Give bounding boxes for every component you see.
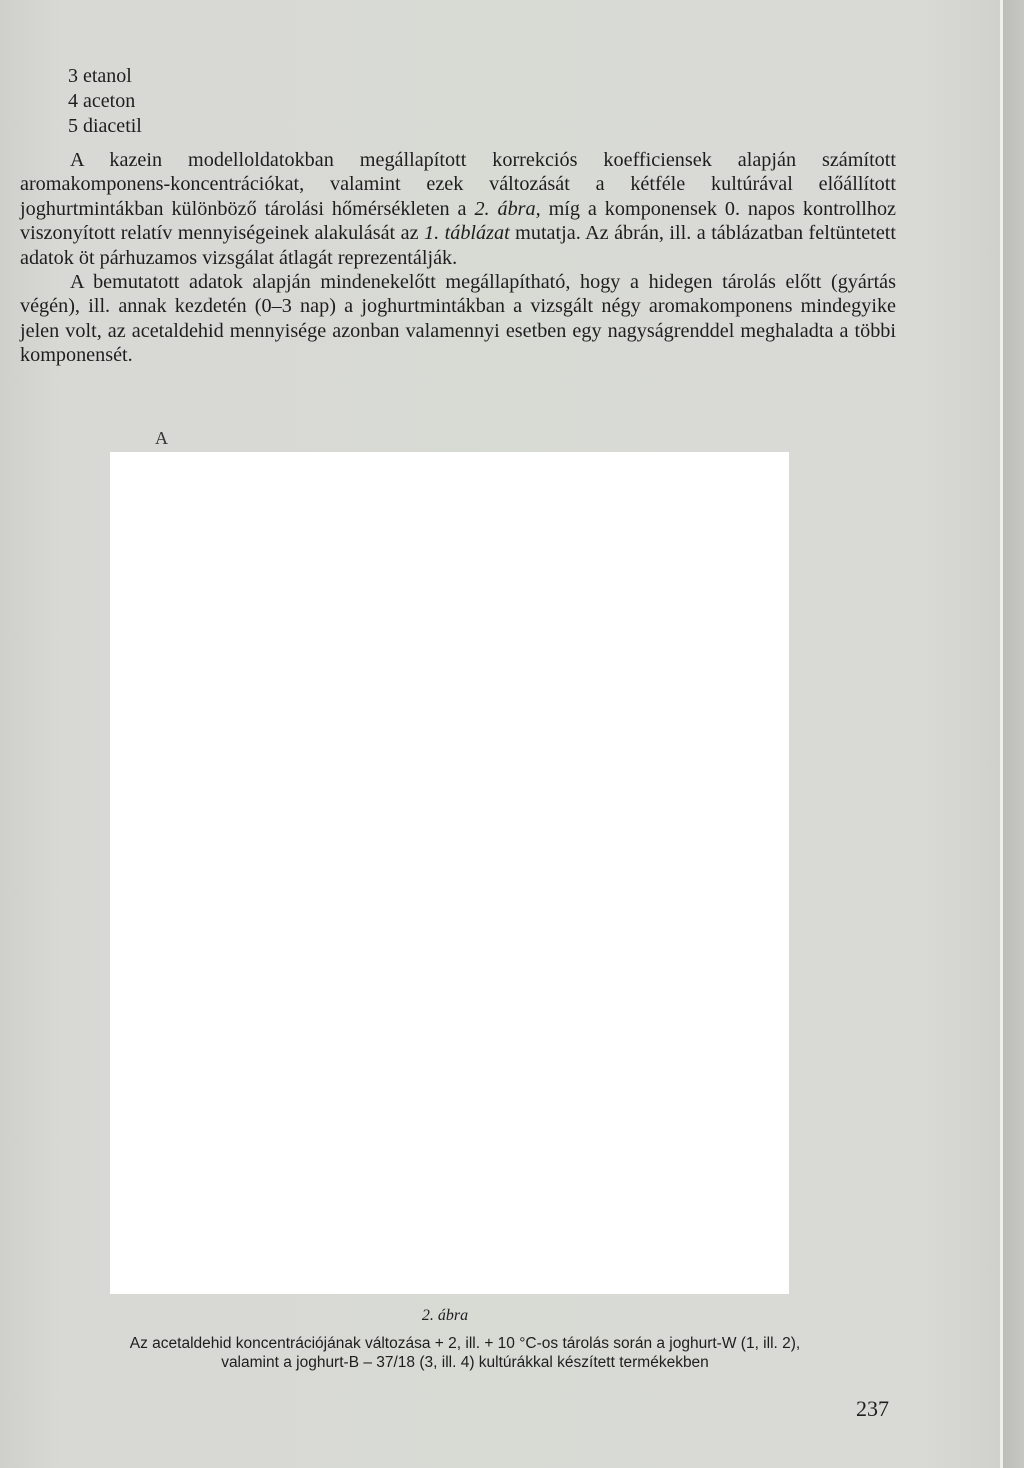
body-text <box>20 148 896 368</box>
table-reference: 1. táblázat <box>424 222 510 245</box>
figure-placeholder <box>110 452 789 1294</box>
caption-line-2: valamint a joghurt-B – 37/18 (3, ill. 4) kultúrákkal készített termékekben <box>221 1354 709 1371</box>
legend-list <box>68 64 142 139</box>
paragraph-1-text-a: A kazein modelloldatokban megállapított korrekciós koefficiensek alapján számított aromakomponens-koncentrációkat, valamint ezek változását a kétféle kultúrával előállított joghurtmintákban különböző tárolási hőmérsékleten a <box>20 149 896 220</box>
legend-item: 4 aceton <box>68 90 136 112</box>
paragraph-2: A bemutatott adatok alapján mindenekelőtt megállapítható, hogy a hidegen tárolás előtt (gyártás végén), ill. annak kezdetén (0–3 nap) a joghurtmintákban a vizsgált négy aromakomponens mindegyike jelen volt, az acetaldehid mennyisége azonban valamennyi esetben egy nagyságrenddel meghaladta a többi komponensét. <box>20 271 896 367</box>
paragraph-1 <box>20 148 896 270</box>
legend-item: 3 etanol <box>68 65 132 87</box>
figure-reference: 2. ábra, <box>474 197 541 220</box>
page-margin-shadow <box>1003 0 1024 1468</box>
figure-label: 2. ábra <box>421 1307 469 1324</box>
caption-line-1: Az acetaldehid koncentrációjának változása + 2, ill. + 10 °C-os tárolás során a joghurt-W (1, ill. 2), <box>129 1335 801 1352</box>
figure-axis-mark: A <box>155 428 168 448</box>
page-number: 237 <box>856 1396 889 1421</box>
paragraph-1-text-b: míg a komponensek 0. napos kontrollhoz viszonyított relatív mennyiségeinek alakulását az <box>20 197 896 245</box>
figure-caption <box>20 1334 910 1372</box>
legend-item: 5 diacetil <box>68 115 142 137</box>
paragraph-1-text-c: mutatja. Az ábrán, ill. a táblázatban feltüntetett adatok öt párhuzamos vizsgálat átlagát reprezentálják. <box>20 222 897 269</box>
